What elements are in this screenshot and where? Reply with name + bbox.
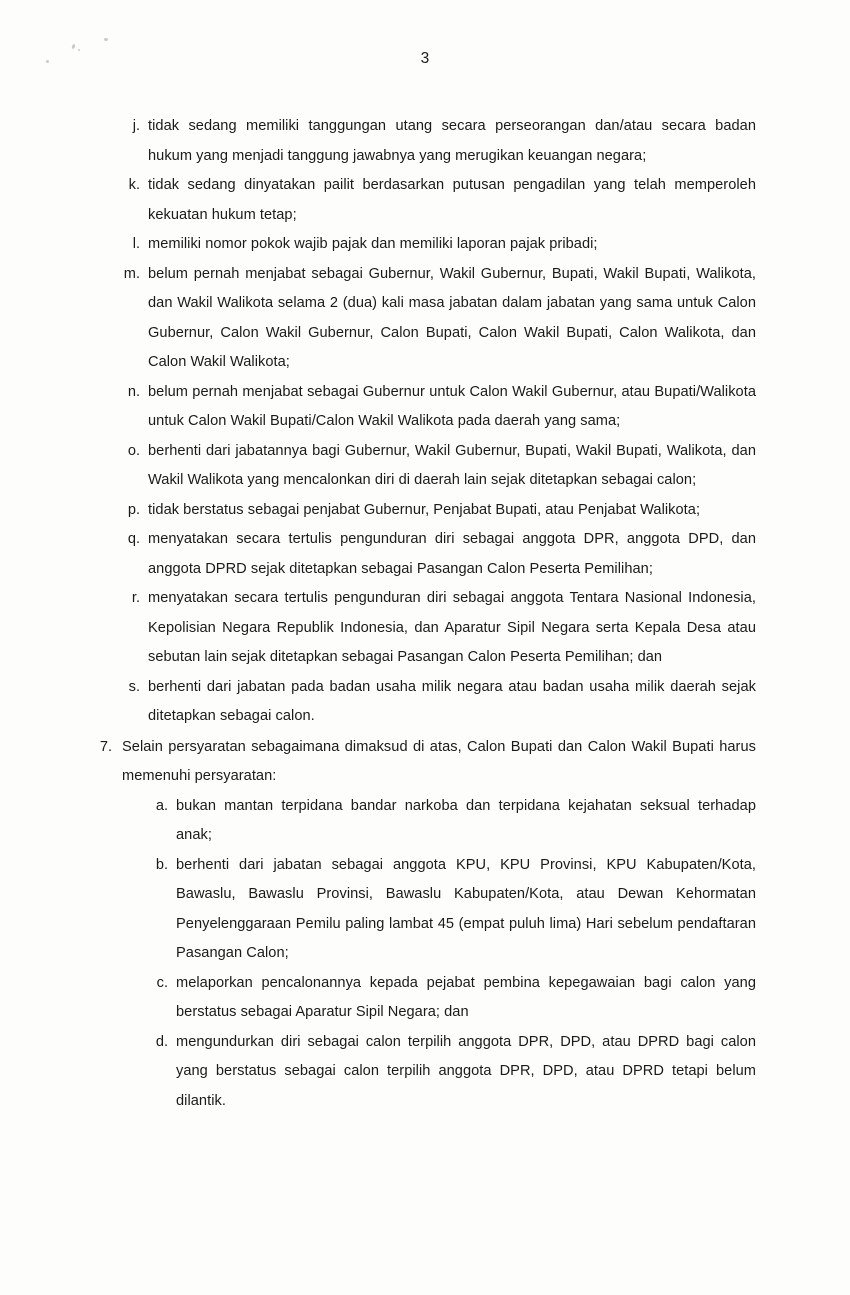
list-text: melaporkan pencalonannya kepada pejabat pembina kepegawaian bagi calon yang berstatus sebagai Aparatur Sipil Negara; dan <box>176 974 756 1020</box>
document-body <box>99 112 756 1116</box>
list-item <box>118 260 756 378</box>
list-text: berhenti dari jabatan pada badan usaha milik negara atau badan usaha milik daerah sejak ditetapkan sebagai calon. <box>148 678 756 724</box>
list-text: tidak berstatus sebagai penjabat Gubernur, Penjabat Bupati, atau Penjabat Walikota; <box>148 501 701 518</box>
list-text: menyatakan secara tertulis pengunduran diri sebagai anggota DPR, anggota DPD, dan anggota DPRD sejak ditetapkan sebagai Pasangan Calon Peserta Pemilihan; <box>148 531 756 577</box>
scan-speck <box>71 44 76 50</box>
list-item <box>148 969 756 1028</box>
list-item <box>118 171 756 230</box>
list-text: bukan mantan terpidana bandar narkoba dan terpidana kejahatan seksual terhadap anak; <box>176 797 756 843</box>
list-item <box>118 496 756 526</box>
list-item <box>148 1028 756 1117</box>
list-item <box>148 851 756 969</box>
list-marker: m. <box>123 265 140 282</box>
list-item <box>118 112 756 171</box>
list-marker: s. <box>128 678 140 695</box>
list-text: berhenti dari jabatan sebagai anggota KPU, KPU Provinsi, KPU Kabupaten/Kota, Bawaslu, Bawaslu Provinsi, Bawaslu Kabupaten/Kota, atau Dewan Kehormatan Penyelenggaraan Pemilu paling lambat 45 (empat puluh lima) Hari sebelum pendaftaran Pasangan Calon; <box>176 856 756 961</box>
list-item <box>118 437 756 496</box>
list-item <box>118 584 756 673</box>
list-text: Selain persyaratan sebagaimana dimaksud di atas, Calon Bupati dan Calon Wakil Bupati harus memenuhi persyaratan: <box>122 738 756 784</box>
list-text: menyatakan secara tertulis pengunduran diri sebagai anggota Tentara Nasional Indonesia, Kepolisian Negara Republik Indonesia, dan Aparatur Sipil Negara serta Kepala Desa atau sebutan lain sejak ditetapkan sebagai Pasangan Calon Peserta Pemilihan; dan <box>148 590 756 665</box>
list-item <box>118 673 756 732</box>
list-text: tidak sedang memiliki tanggungan utang secara perseorangan dan/atau secara badan hukum yang menjadi tanggung jawabnya yang merugikan keuangan negara; <box>148 118 756 164</box>
list-marker: 7. <box>99 738 112 755</box>
list-marker: r. <box>131 590 140 606</box>
list-text: mengundurkan diri sebagai calon terpilih anggota DPR, DPD, atau DPRD bagi calon yang berstatus sebagai calon terpilih anggota DPR, DPD, atau DPRD tetapi belum dilantik. <box>176 1033 756 1109</box>
list-marker: a. <box>155 797 168 814</box>
scan-speck <box>104 38 108 41</box>
list-marker: o. <box>127 442 140 459</box>
list-item <box>148 792 756 851</box>
list-marker: l. <box>132 236 140 252</box>
list-item <box>118 230 756 260</box>
list-marker: d. <box>155 1033 168 1050</box>
list-text: memiliki nomor pokok wajib pajak dan memiliki laporan pajak pribadi; <box>148 236 598 252</box>
list-item <box>118 525 756 584</box>
list-marker: p. <box>127 501 140 518</box>
list-item <box>118 378 756 437</box>
list-text: belum pernah menjabat sebagai Gubernur, Wakil Gubernur, Bupati, Wakil Bupati, Walikota, dan Wakil Walikota selama 2 (dua) kali masa jabatan dalam jabatan yang sama untuk Calon Gubernur, Calon Wakil Gubernur, Calon Bupati, Calon Wakil Bupati, Calon Walikota, dan Calon Wakil Walikota; <box>148 265 756 370</box>
list-marker: k. <box>128 177 140 193</box>
list-marker: c. <box>156 974 168 991</box>
list-item <box>99 733 756 792</box>
list-marker: q. <box>127 531 140 547</box>
page-number: 3 <box>420 50 430 67</box>
list-marker: b. <box>155 856 168 873</box>
list-marker: j. <box>132 118 140 134</box>
list-text: belum pernah menjabat sebagai Gubernur untuk Calon Wakil Gubernur, atau Bupati/Walikota untuk Calon Wakil Bupati/Calon Wakil Walikota pada daerah yang sama; <box>148 383 756 429</box>
list-marker: n. <box>127 383 140 400</box>
list-text: berhenti dari jabatannya bagi Gubernur, Wakil Gubernur, Bupati, Wakil Bupati, Walikota, dan Wakil Walikota yang mencalonkan diri di daerah lain sejak ditetapkan sebagai calon; <box>148 442 756 488</box>
list-text: tidak sedang dinyatakan pailit berdasarkan putusan pengadilan yang telah memperoleh kekuatan hukum tetap; <box>148 177 756 223</box>
